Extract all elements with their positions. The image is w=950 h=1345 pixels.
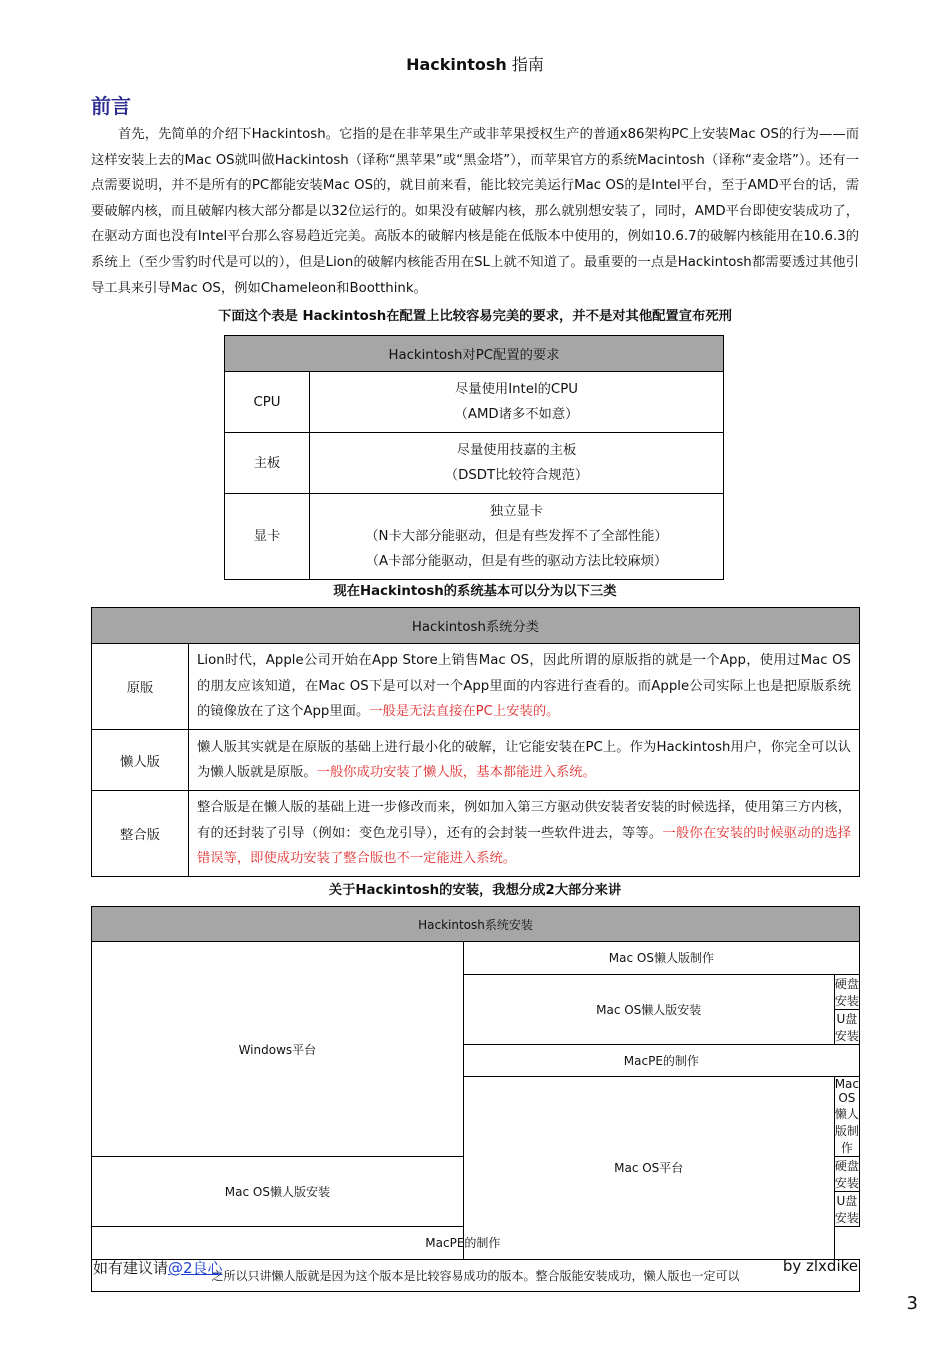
usb-install-cell: U盘安装 <box>834 1009 859 1044</box>
table1-row-label: 显卡 <box>225 494 310 580</box>
table1-header: Hackintosh对PC配置的要求 <box>225 336 724 372</box>
macpe-cell: MacPE的制作 <box>463 1044 859 1077</box>
platform-cell: Windows平台 <box>92 942 464 1157</box>
table2-row-label: 原版 <box>92 644 189 730</box>
table1-line: （A卡部分能驱动，但是有些的驱动方法比较麻烦） <box>365 554 668 569</box>
macpe-cell: MacPE的制作 <box>92 1227 835 1260</box>
footer-suggest-text: 如有建议请 <box>93 1259 169 1277</box>
footer-author: by zlxdike <box>782 1257 858 1275</box>
hdd-install-cell: 硬盘安装 <box>834 974 859 1009</box>
table1-row-value <box>310 433 724 494</box>
platform-cell: Mac OS平台 <box>463 1077 834 1260</box>
table1-line: （DSDT比较符合规范） <box>444 468 589 483</box>
table1-row-label: CPU <box>225 372 310 433</box>
system-types-table <box>91 607 860 877</box>
footer-suggestion <box>93 1257 223 1278</box>
install-cell: Mac OS懒人版安装 <box>92 1157 464 1227</box>
table2-header: Hackintosh系统分类 <box>92 608 860 644</box>
table1-line: 独立显卡 <box>489 504 544 519</box>
table2-desc-warning: 一般是无法直接在PC上安装的。 <box>369 704 560 720</box>
table2-caption: 现在Hackintosh的系统基本可以分为以下三类 <box>333 584 617 599</box>
table2-desc-warning: 一般你在安装的时候驱动的选择错误等，即使成功安装了整合版也不一定能进入系统。 <box>197 825 851 867</box>
table2-row-label: 整合版 <box>92 791 189 877</box>
hdd-install-cell: 硬盘安装 <box>834 1157 859 1192</box>
document-title <box>0 52 950 75</box>
table1-line: （AMD诸多不如意） <box>454 407 579 422</box>
table3-header: Hackintosh系统安装 <box>92 907 860 942</box>
page-number: 3 <box>906 1293 918 1314</box>
make-cell: Mac OS懒人版制作 <box>463 942 859 975</box>
table2-desc-text: Lion时代，Apple公司开始在App Store上销售Mac OS，因此所谓的原版指的就是一个App，使用过Mac OS的朋友应该知道，在Mac OS下是可以对一个App里面的内容进行查看的。而Apple公司实际上也是把原版系统的镜像放在了这个App里面。 <box>197 653 851 720</box>
table1-line: （N卡大部分能驱动，但是有些发挥不了全部性能） <box>365 529 668 544</box>
table3-caption: 关于Hackintosh的安装，我想分成2大部分来讲 <box>328 883 622 898</box>
table2-row-label: 懒人版 <box>92 730 189 791</box>
table2-row-desc <box>189 791 860 877</box>
footer-contact-link[interactable]: @2良心 <box>168 1259 223 1277</box>
table1-line: 尽量使用Intel的CPU <box>455 382 578 397</box>
table1-row-value <box>310 372 724 433</box>
table1-caption: 下面这个表是 Hackintosh在配置上比较容易完美的要求，并不是对其他配置宣布死刑 <box>218 309 732 324</box>
table3-note: 之所以只讲懒人版就是因为这个版本是比较容易成功的版本。整合版能安装成功，懒人版也一定可以 <box>92 1259 860 1292</box>
section-heading: 前言 <box>91 94 131 118</box>
table2-row-desc <box>189 644 860 730</box>
installation-table <box>91 906 860 1292</box>
table2-desc-warning: 一般你成功安装了懒人版，基本都能进入系统。 <box>316 765 596 780</box>
title-rest: 指南 <box>506 55 544 74</box>
install-cell: Mac OS懒人版安装 <box>463 974 834 1044</box>
title-bold: Hackintosh <box>406 55 507 74</box>
table2-desc-text: 懒人版其实就是在原版的基础上进行最小化的破解，让它能安装在PC上。作为Hackintosh用户，你完全可以认为懒人版就是原版。 <box>197 739 851 780</box>
table1-row-value <box>310 494 724 580</box>
make-cell: Mac OS懒人版制作 <box>834 1077 859 1155</box>
usb-install-cell: U盘安装 <box>834 1192 859 1227</box>
table2-desc-text: 整合版是在懒人版的基础上进一步修改而来，例如加入第三方驱动供安装者安装的时候选择，使用第三方内核，有的还封装了引导（例如：变色龙引导），还有的会封装一些软件进去，等等。 <box>197 800 851 841</box>
pc-requirements-table <box>224 335 724 580</box>
table1-row-label: 主板 <box>225 433 310 494</box>
intro-paragraph: 首先，先简单的介绍下Hackintosh。它指的是在非苹果生产或非苹果授权生产的普通x86架构PC上安装Mac OS的行为——而这样安装上去的Mac OS就叫做Hackintosh（译称“黑苹果”或“黑金塔”），而苹果官方的系统Macintosh（译称“麦金塔”）。还有一点需要说明，并不是所有的PC都能安装Mac OS的，就目前来看，能比较完美运行Mac OS的是Intel平台，至于AMD平台的话，需要破解内核，而且破解内核大部分都是以32位运行的。如果没有破解内核，那么就别想安装了，同时，AMD平台即使安装成功了，在驱动方面也没有Intel平台那么容易趋近完美。高版本的破解内核是能在低版本中使用的，例如10.6.7的破解内核能用在10.6.3的系统上（至少雪豹时代是可以的），但是Lion的破解内核能否用在SL上就不知道了。最重要的一点是Hackintosh都需要透过其他引导工具来引导Mac OS，例如Chameleon和Bootthink。 <box>91 127 859 296</box>
table1-line: 尽量使用技嘉的主板 <box>456 443 577 458</box>
table2-row-desc <box>189 730 860 791</box>
